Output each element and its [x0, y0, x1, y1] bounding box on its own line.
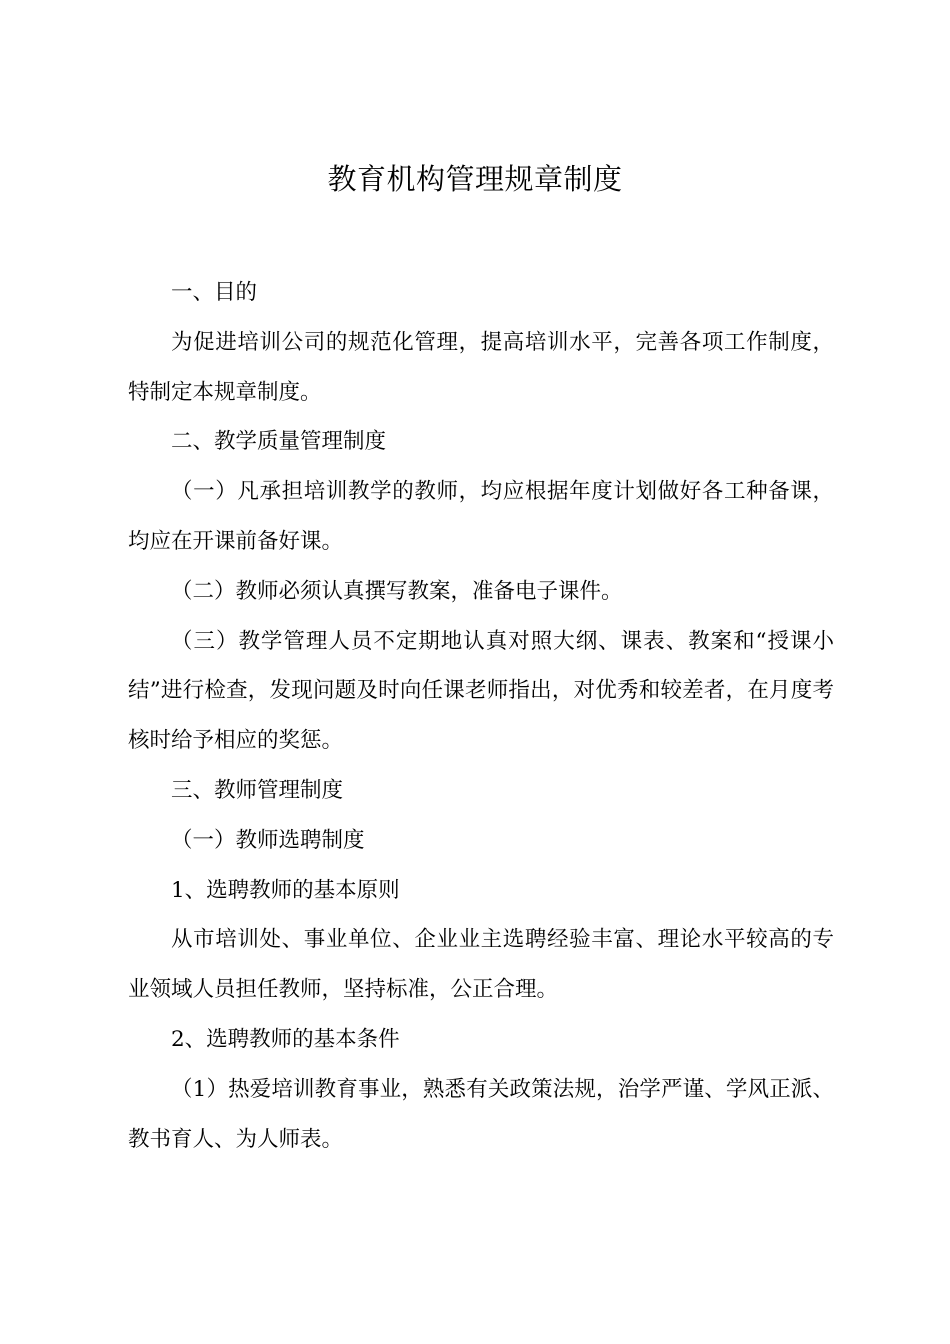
paragraph-quality-item-2: （二）教师必须认真撰写教案，准备电子课件。: [171, 578, 623, 604]
section-heading-purpose: 一、目的: [171, 280, 258, 305]
paragraph-purpose: 为促进培训公司的规范化管理，提高培训水平，完善各项工作制度，特制定本规章制度。: [128, 329, 834, 405]
paragraph-selection-condition-1: （1）热爱培训教育事业，熟悉有关政策法规，治学严谨、学风正派、教书育人、为人师表。: [128, 1076, 834, 1152]
paragraph-selection-principles: 从市培训处、事业单位、企业业主选聘经验丰富、理论水平较高的专业领域人员担任教师，坚持标准，公正合理。: [128, 927, 834, 1003]
subsection-heading-teacher-selection: （一）教师选聘制度: [171, 827, 365, 853]
section-heading-teacher-management: 三、教师管理制度: [171, 777, 344, 803]
section-heading-teaching-quality: 二、教学质量管理制度: [171, 429, 387, 455]
paragraph-quality-item-3: （三）教学管理人员不定期地认真对照大纲、课表、教案和“授课小结”进行检查，发现问题及时向任课老师指出，对优秀和较差者，在月度考核时给予相应的奖惩。: [128, 628, 834, 754]
document-title: 教育机构管理规章制度: [327, 162, 623, 196]
paragraph-quality-item-1: （一）凡承担培训教学的教师，均应根据年度计划做好各工种备课，均应在开课前备好课。: [128, 479, 834, 554]
list-heading-selection-principles: 1、选聘教师的基本原则: [171, 877, 400, 903]
document-body: [128, 268, 834, 1164]
list-heading-selection-conditions: 2、选聘教师的基本条件: [171, 1026, 400, 1052]
